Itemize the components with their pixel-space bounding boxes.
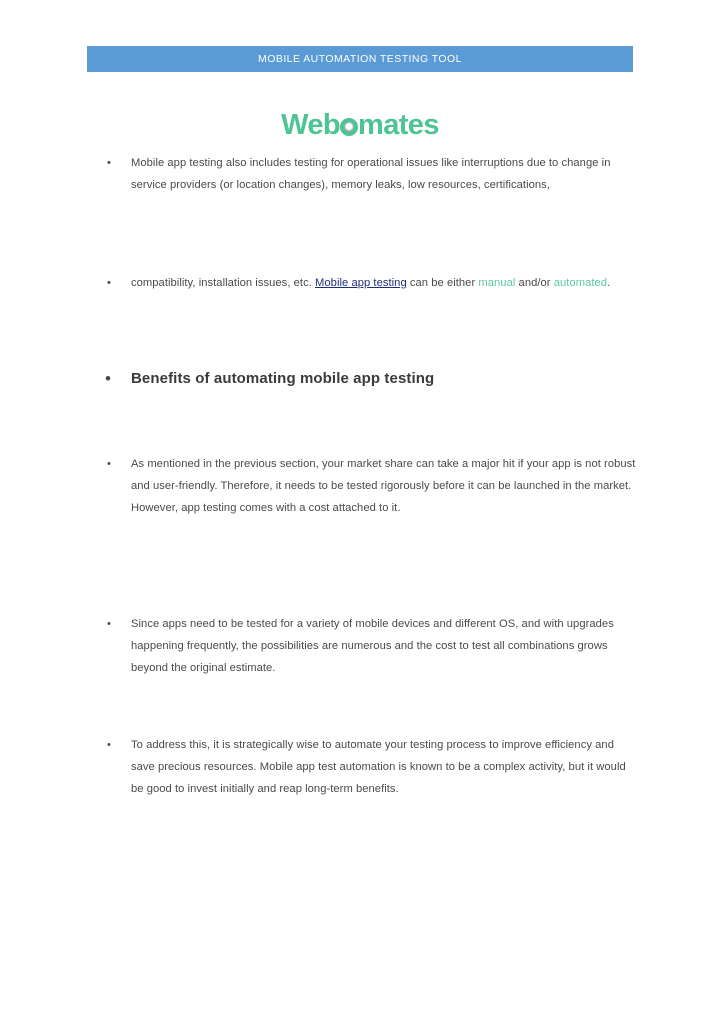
paragraph-operational-issues: Mobile app testing also includes testing for operational issues like interruptions due to change in service providers (or location changes), memory leaks, low resources, certifications, [131,157,611,191]
list-item [104,272,638,294]
bullet-marker-icon: • [107,277,111,289]
link-manual[interactable]: manual [478,277,516,289]
logo-text-after: mates [358,109,439,141]
paragraph-automate-advice: To address this, it is strategically wise to automate your testing process to improve efficiency and save precious resources. Mobile app test automation is known to be a complex activity, but it would be good to invest initially and reap long-term benefits. [131,739,626,795]
paragraph-device-variety: Since apps need to be tested for a variety of mobile devices and different OS, and with upgrades happening frequently, the possibilities are numerous and the cost to test all combinations grows beyond the original estimate. [131,618,614,674]
list-item [104,613,638,679]
text-segment: can be either [406,277,479,289]
list-item [104,453,638,519]
list-item [104,152,638,196]
section-heading-benefits: Benefits of automating mobile app testing [131,370,435,387]
paragraph-compatibility [131,272,638,294]
text-segment: and/or [515,277,554,289]
bullet-marker-icon: • [107,618,111,630]
logo-ring-o-icon [340,118,358,136]
list-item [104,734,638,800]
paragraph-market-share: As mentioned in the previous section, your market share can take a major hit if your app is not robust and user-friendly. Therefore, it needs to be tested rigorously before it can be launched in the market. However, app testing comes with a cost attached to it. [131,458,636,514]
link-automated[interactable]: automated [553,277,608,289]
list-item-heading [104,367,638,391]
header-banner [87,46,633,72]
text-segment: . [607,277,611,289]
bullet-marker-icon: • [107,739,111,751]
logo-container [0,108,720,148]
banner-title: MOBILE AUTOMATION TESTING TOOL [258,53,462,65]
bullet-marker-icon: • [107,458,111,470]
link-mobile-app-testing[interactable]: Mobile app testing [315,277,407,289]
text-segment: compatibility, installation issues, etc. [131,277,316,289]
webomates-logo [281,108,439,142]
bullet-marker-icon: • [105,369,111,388]
bullet-marker-icon: • [107,157,111,169]
logo-text-before: Web [281,109,341,141]
